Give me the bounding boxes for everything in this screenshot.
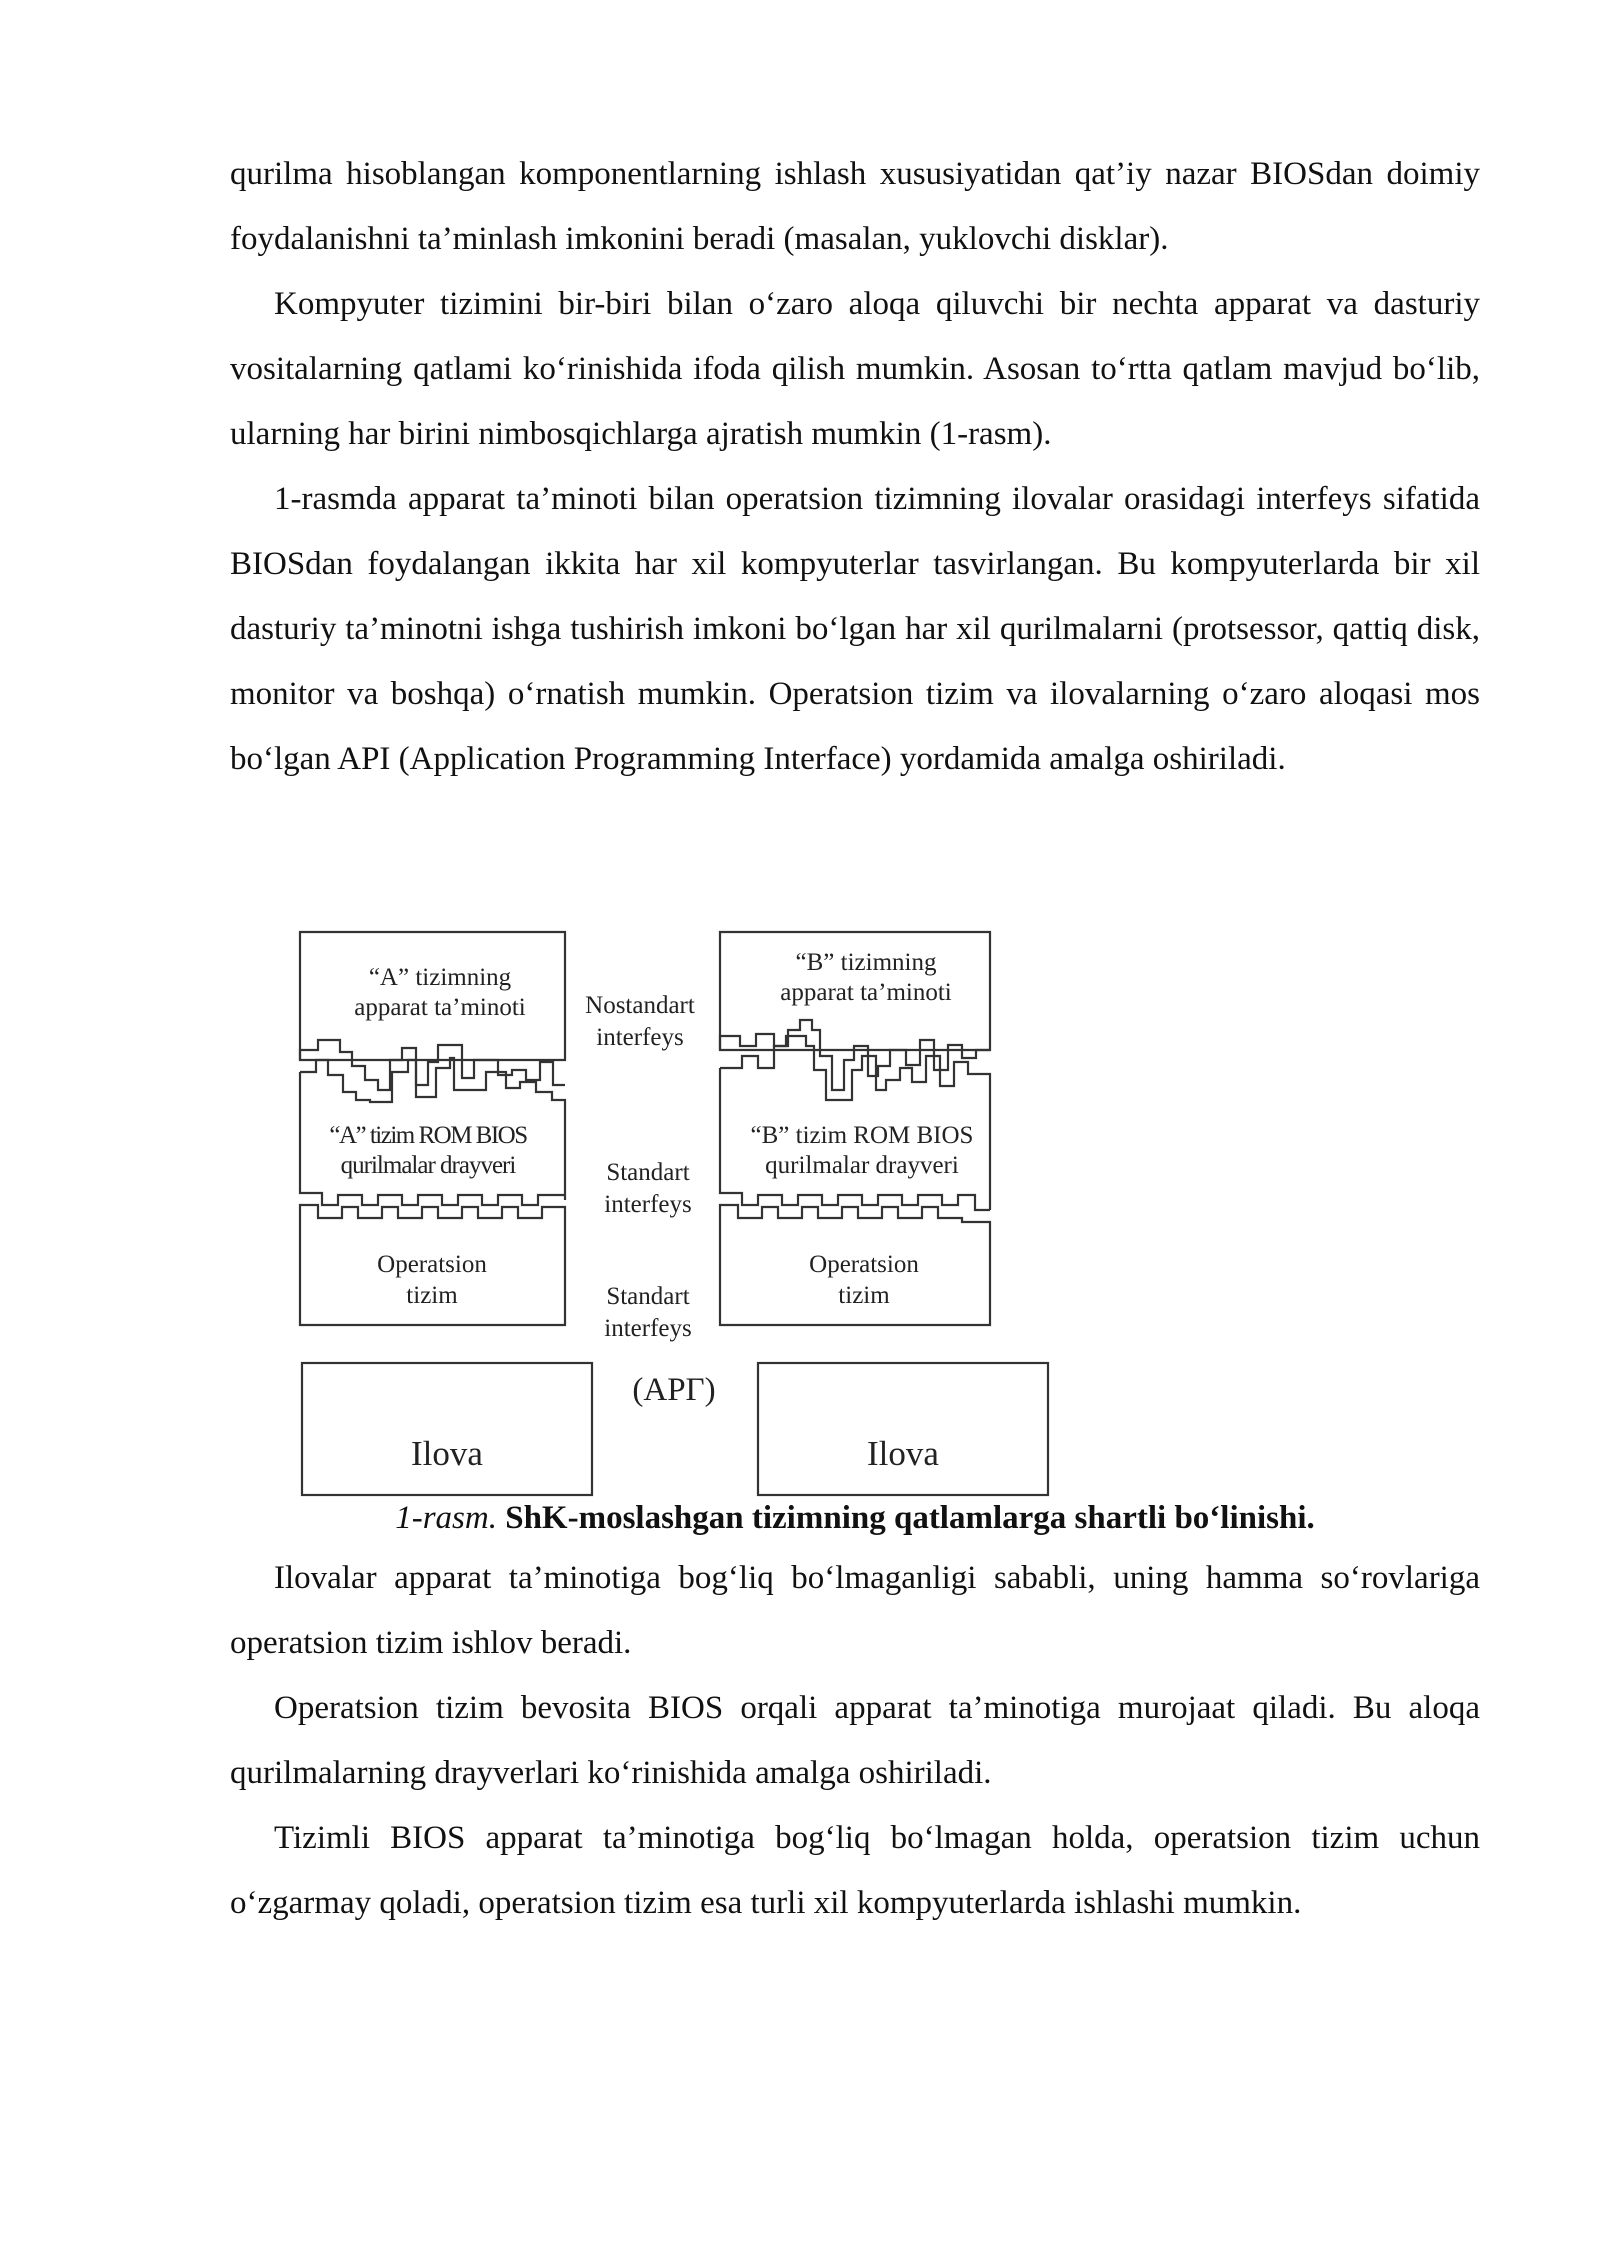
text-block-bottom [230, 1546, 1480, 1936]
paragraph: qurilma hisoblangan komponentlarning ishlash xususiyatidan qat’iy nazar BIOSdan doimiy foydalanishni ta’minlash imkonini beradi (masalan, yuklovchi disklar). [230, 156, 1480, 257]
paragraph: Operatsion tizim bevosita BIOS orqali apparat ta’minotiga murojaat qiladi. Bu aloqa qurilmalarning drayverlari ko‘rinishida amalga oshiriladi. [230, 1690, 1480, 1791]
a-bios-label-1: “A” tizim ROM BIOS [329, 1122, 527, 1149]
app-a-label: Ilova [411, 1434, 483, 1473]
standard-api-label-1: Standart [606, 1283, 690, 1310]
standard-api-label-2: interfeys [604, 1315, 692, 1342]
b-os-label-2: tizim [838, 1282, 890, 1309]
a-hardware-label-2: apparat ta’minoti [354, 994, 526, 1021]
app-b-box [758, 1363, 1048, 1495]
app-a-box [302, 1363, 592, 1495]
b-bios-label-1: “B” tizim ROM BIOS [750, 1122, 974, 1149]
nonstandard-interface-label-2: interfeys [596, 1024, 684, 1051]
a-hardware-label-1: “A” tizimning [368, 964, 512, 991]
standard-interface-label-2: interfeys [604, 1191, 692, 1218]
b-bios-label-2: qurilmalar drayveri [765, 1152, 959, 1179]
a-standard-interface-edge [300, 1185, 565, 1205]
caption-title: ShK-moslashgan tizimning qatlamlarga shartli bo‘linishi. [505, 1500, 1315, 1536]
a-os-label-1: Operatsion [377, 1251, 487, 1278]
b-hardware-label-1: “B” tizimning [795, 949, 937, 976]
paragraph: 1-rasmda apparat ta’minoti bilan operatsion tizimning ilovalar orasidagi interfeys sifatida BIOSdan foydalangan ikkita har xil kompyuterlar tasvirlangan. Bu kompyuterlarda bir xil dasturiy ta’minotni ishga tushirish imkoni bo‘lgan har xil qurilmalarni (protsessor, qattiq disk, monitor va boshqa) o‘rnatish mumkin. Operatsion tizim va ilovalarning o‘zaro aloqasi mos bo‘lgan API (Application Programming Interface) yordamida amalga oshiriladi. [230, 481, 1480, 777]
api-label: (АРГ) [632, 1372, 716, 1408]
standard-interface-label-1: Standart [606, 1159, 690, 1186]
paragraph: Ilovalar apparat ta’minotiga bog‘liq bo‘lmaganligi sababli, uning hamma so‘rovlariga operatsion tizim ishlov beradi. [230, 1560, 1480, 1661]
paragraph: Tizimli BIOS apparat ta’minotiga bog‘liq bo‘lmagan holda, operatsion tizim uchun o‘zgarmay qoladi, operatsion tizim esa turli xil kompyuterlarda ishlashi mumkin. [230, 1820, 1480, 1921]
caption-label: 1-rasm. [395, 1500, 497, 1536]
b-os-label-1: Operatsion [809, 1251, 919, 1278]
paragraph: Kompyuter tizimini bir-biri bilan o‘zaro aloqa qiluvchi bir nechta apparat va dasturiy vositalarning qatlami ko‘rinishida ifoda qilish mumkin. Asosan to‘rtta qatlam mavjud bo‘lib, ularning har birini nimbosqichlarga ajratish mumkin (1-rasm). [230, 286, 1480, 452]
figure-caption [230, 1492, 1480, 1544]
app-b-label: Ilova [867, 1434, 939, 1473]
a-bios-label-2: qurilmalar drayveri [340, 1152, 516, 1179]
a-os-label-2: tizim [406, 1282, 458, 1309]
b-hardware-label-2: apparat ta’minoti [780, 979, 952, 1006]
nonstandard-interface-label-1: Nostandart [585, 992, 695, 1019]
